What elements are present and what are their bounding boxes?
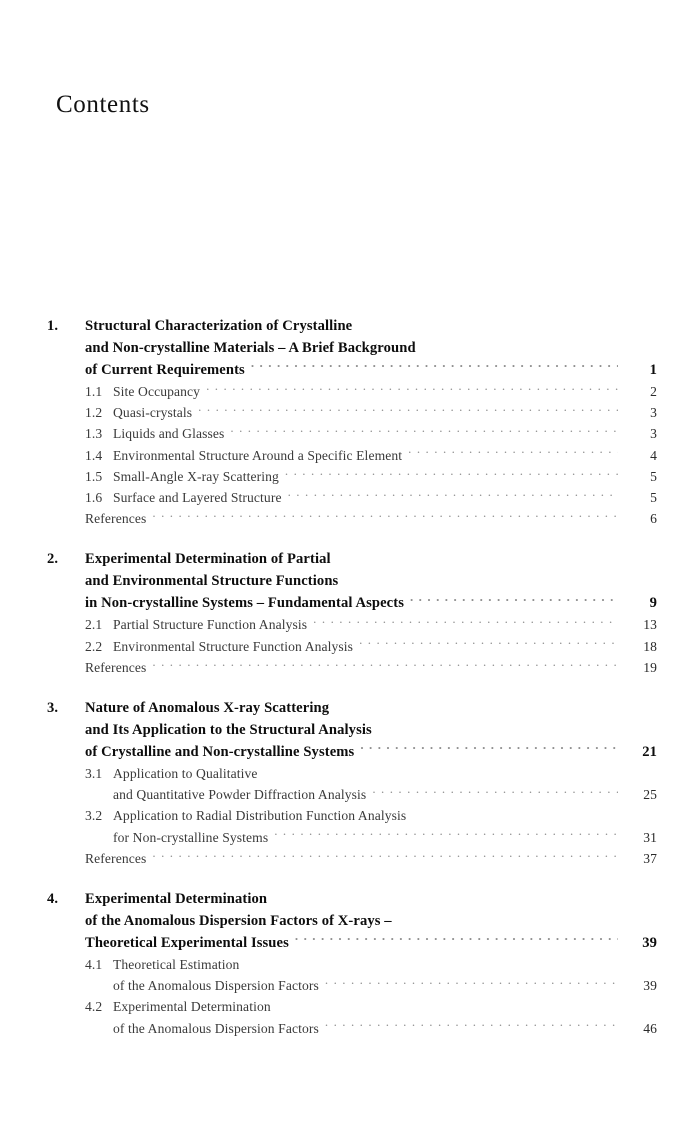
section-entry[interactable] <box>47 487 657 508</box>
dot-leader <box>285 467 618 481</box>
chapter-title-line: Theoretical Experimental Issues <box>85 934 289 951</box>
page-number: 25 <box>643 787 657 803</box>
section-title-line: Site Occupancy <box>113 384 201 399</box>
dot-leader <box>277 998 618 1012</box>
references-label: References <box>85 850 147 866</box>
dot-leader <box>325 977 618 991</box>
dot-leader <box>412 807 618 821</box>
section-entry[interactable] <box>47 975 657 996</box>
page-number: 46 <box>643 1020 657 1036</box>
dot-leader <box>313 616 618 630</box>
page-number: 5 <box>650 468 657 484</box>
section-entry[interactable] <box>47 954 657 975</box>
section-title-line: Environmental Structure Function Analysis <box>113 638 354 654</box>
section-entry[interactable] <box>47 402 657 423</box>
chapter-entry[interactable] <box>47 910 657 932</box>
chapter-entry[interactable] <box>47 315 657 337</box>
dot-leader <box>198 404 618 418</box>
section-entry[interactable] <box>47 614 657 635</box>
section-title-line: Partial Structure Function Analysis <box>113 617 308 633</box>
section-title-line: of the Anomalous Dispersion Factors <box>113 978 319 994</box>
page-number: 31 <box>643 829 657 845</box>
section-number: 2.1 <box>85 617 103 633</box>
section-title-line: Surface and Layered Structure <box>113 490 282 506</box>
dot-leader <box>206 382 618 396</box>
dot-leader <box>358 315 618 330</box>
section-title-line: Application to Radial Distribution Function Analysis <box>113 808 407 824</box>
chapter-number: 1. <box>47 317 59 334</box>
section-number: 4.2 <box>85 999 103 1015</box>
section-entry[interactable] <box>47 381 657 402</box>
chapter-entry[interactable] <box>47 570 657 592</box>
toc-chapter <box>47 888 657 1039</box>
page-number: 1 <box>649 361 657 378</box>
chapter-title-line: of Crystalline and Non-crystalline Systems <box>85 743 355 760</box>
dot-leader <box>274 828 618 842</box>
dot-leader <box>273 888 618 903</box>
chapter-title-line: and Its Application to the Structural Analysis <box>85 721 372 738</box>
dot-leader <box>152 510 618 524</box>
section-entry[interactable] <box>47 1018 657 1039</box>
page-number: 3 <box>650 405 657 421</box>
dot-leader <box>359 637 618 651</box>
section-entry[interactable] <box>47 784 657 805</box>
dot-leader <box>245 955 618 969</box>
dot-leader <box>372 786 618 800</box>
chapter-entry[interactable] <box>47 548 657 570</box>
chapter-title-line: of the Anomalous Dispersion Factors of X-rays – <box>85 912 392 929</box>
chapter-title-line: in Non-crystalline Systems – Fundamental Aspects <box>85 595 404 612</box>
toc-chapter <box>47 315 657 529</box>
dot-leader <box>264 764 618 778</box>
chapter-entry[interactable] <box>47 888 657 910</box>
section-number: 3.2 <box>85 808 103 824</box>
dot-leader <box>251 359 618 374</box>
chapter-entry[interactable] <box>47 741 657 763</box>
section-number: 1.4 <box>85 447 103 463</box>
page-number: 39 <box>642 934 657 951</box>
page-number: 19 <box>643 659 657 675</box>
section-entry[interactable] <box>47 805 657 826</box>
chapter-title-line: of Current Requirements <box>85 361 245 378</box>
chapter-title-line: Experimental Determination <box>85 890 268 907</box>
dot-leader <box>378 719 618 734</box>
chapter-number: 2. <box>47 551 59 568</box>
dot-leader <box>344 570 618 585</box>
section-entry[interactable] <box>47 423 657 444</box>
chapter-entry[interactable] <box>47 932 657 954</box>
section-number: 3.1 <box>85 766 103 782</box>
section-title-line: Application to Qualitative <box>113 766 258 782</box>
page-number: 6 <box>650 511 657 527</box>
section-title-line: of the Anomalous Dispersion Factors <box>113 1020 319 1036</box>
chapter-entry[interactable] <box>47 697 657 719</box>
section-number: 1.6 <box>85 490 103 506</box>
section-entry[interactable] <box>47 466 657 487</box>
chapter-entry[interactable] <box>47 592 657 614</box>
section-title-line: Liquids and Glasses <box>113 426 225 442</box>
section-entry[interactable] <box>47 445 657 466</box>
table-of-contents <box>47 315 657 1058</box>
section-title-line: and Quantitative Powder Diffraction Analysis <box>113 787 367 803</box>
references-label: References <box>85 511 147 527</box>
section-number: 1.3 <box>85 426 103 442</box>
dot-leader <box>410 592 618 607</box>
section-title-line: Experimental Determination <box>113 999 271 1015</box>
chapter-entry[interactable] <box>47 359 657 381</box>
page-number: 4 <box>650 447 657 463</box>
chapter-title-line: and Environmental Structure Functions <box>85 573 339 590</box>
chapter-title-line: Experimental Determination of Partial <box>85 551 331 568</box>
dot-leader <box>422 337 618 352</box>
toc-chapter <box>47 548 657 678</box>
section-number: 2.2 <box>85 638 103 654</box>
references-label: References <box>85 659 147 675</box>
toc-chapter <box>47 697 657 869</box>
chapter-title-line: and Non-crystalline Materials – A Brief Background <box>85 339 416 356</box>
section-title-line: Small-Angle X-ray Scattering <box>113 468 279 484</box>
chapter-title-line: Nature of Anomalous X-ray Scattering <box>85 699 330 716</box>
chapter-number: 4. <box>47 890 59 907</box>
dot-leader <box>288 488 618 502</box>
section-title-line: for Non-crystalline Systems <box>113 829 269 845</box>
chapter-entry[interactable] <box>47 719 657 741</box>
page-number: 18 <box>643 638 657 654</box>
page-number: 39 <box>643 978 657 994</box>
page-title: Contents <box>56 90 150 118</box>
section-number: 1.2 <box>85 405 103 421</box>
page-number: 37 <box>643 850 657 866</box>
dot-leader <box>230 425 618 439</box>
section-entry[interactable] <box>47 763 657 784</box>
chapter-number: 3. <box>47 699 59 716</box>
references-entry[interactable] <box>47 848 657 869</box>
page-number: 2 <box>650 384 657 399</box>
chapter-entry[interactable] <box>47 337 657 359</box>
dot-leader <box>295 932 618 947</box>
page-number: 5 <box>650 490 657 506</box>
dot-leader <box>408 446 618 460</box>
dot-leader <box>337 548 618 563</box>
section-entry[interactable] <box>47 996 657 1017</box>
dot-leader <box>152 658 618 672</box>
dot-leader <box>335 697 618 712</box>
section-entry[interactable] <box>47 827 657 848</box>
section-title-line: Theoretical Estimation <box>113 957 240 973</box>
dot-leader <box>360 741 618 756</box>
section-number: 4.1 <box>85 957 103 973</box>
references-entry[interactable] <box>47 508 657 529</box>
page-number: 9 <box>649 595 657 612</box>
dot-leader <box>325 1019 618 1033</box>
section-number: 1.5 <box>85 468 103 484</box>
section-entry[interactable] <box>47 636 657 657</box>
chapter-title-line: Structural Characterization of Crystalline <box>85 317 353 334</box>
dot-leader <box>398 910 618 925</box>
dot-leader <box>152 849 618 863</box>
section-title-line: Quasi-crystals <box>113 405 193 421</box>
section-number: 1.1 <box>85 384 103 399</box>
page-number: 3 <box>650 426 657 442</box>
section-title-line: Environmental Structure Around a Specific Element <box>113 447 403 463</box>
page-number: 21 <box>642 743 657 760</box>
page-number: 13 <box>643 617 657 633</box>
references-entry[interactable] <box>47 657 657 678</box>
